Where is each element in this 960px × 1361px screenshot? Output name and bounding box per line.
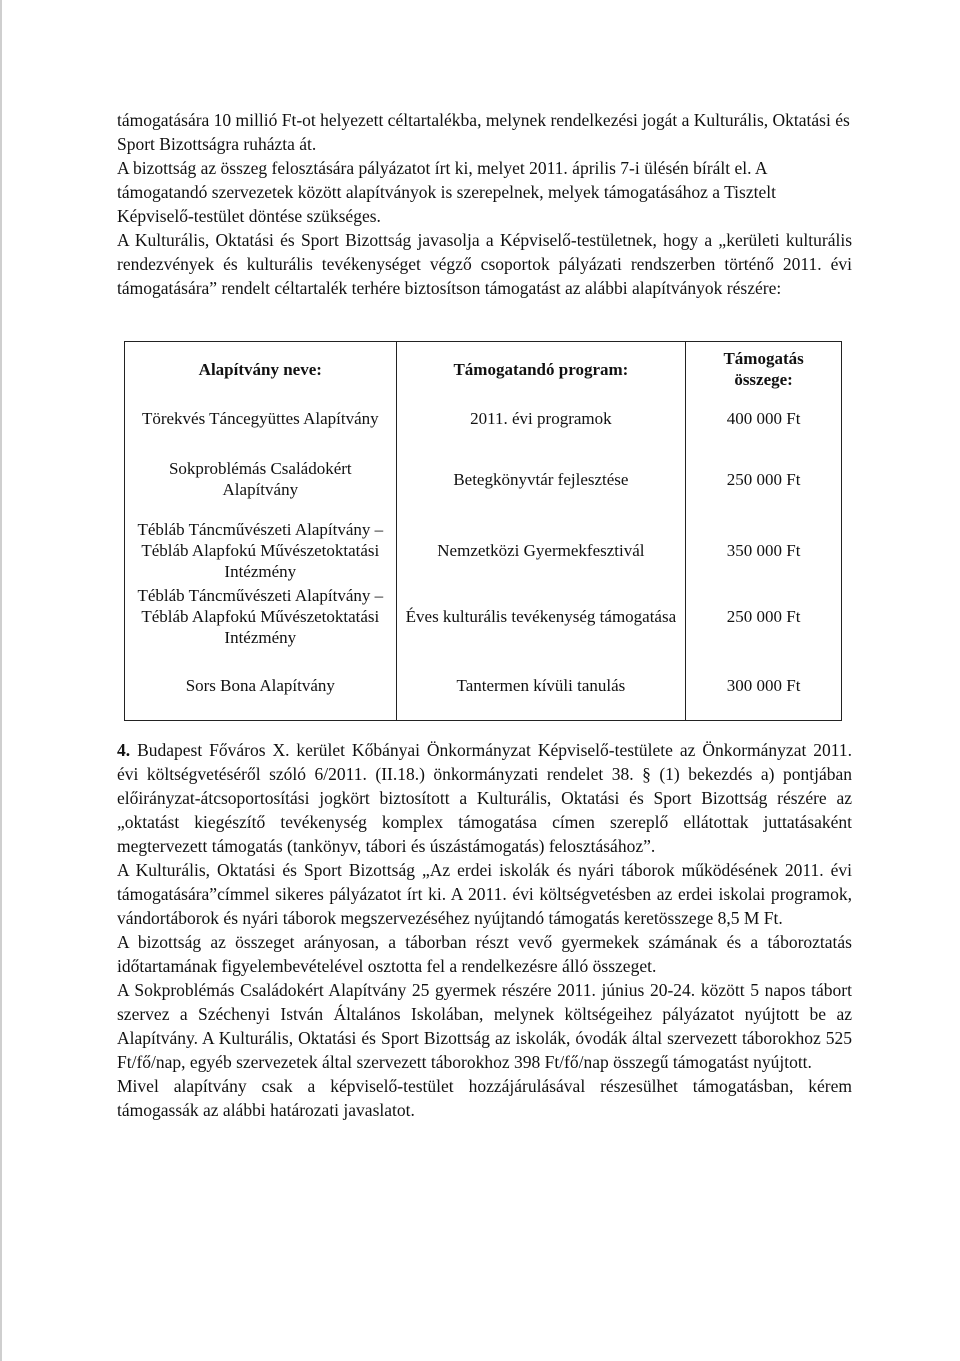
page-edge-line	[0, 0, 2, 1361]
header-foundation-name: Alapítvány neve:	[125, 342, 397, 397]
table-header-row	[125, 342, 842, 397]
section-4-paragraph-1	[117, 738, 852, 858]
table-row	[125, 650, 842, 721]
intro-paragraph-1: támogatására 10 millió Ft-ot helyezett céltartalékba, melynek rendelkezési jogát a Kulturális, Oktatási és Sport Bizottságra ruházta át.	[117, 110, 850, 154]
cell-program: 2011. évi programok	[396, 396, 686, 440]
cell-amount: 350 000 Ft	[686, 518, 842, 582]
grants-table	[124, 341, 842, 721]
section-4-paragraph-5: Mivel alapítvány csak a képviselő-testület hozzájárulásával részesülhet támogatásban, kérem támogassák az alábbi határozati javaslatot.	[117, 1076, 852, 1120]
cell-foundation-name: Tébláb Táncművészeti Alapítvány – Tébláb Alapfokú Művészetoktatási Intézmény	[125, 518, 397, 582]
cell-foundation-name: Sokproblémás Családokért Alapítvány	[125, 440, 397, 518]
table-row	[125, 582, 842, 650]
table-row	[125, 440, 842, 518]
cell-foundation-name: Tébláb Táncművészeti Alapítvány – Tébláb Alapfokú Művészetoktatási Intézmény	[125, 582, 397, 650]
table-row	[125, 518, 842, 582]
cell-program: Tantermen kívüli tanulás	[396, 650, 686, 721]
section-4-paragraph-4: A Sokproblémás Családokért Alapítvány 25 gyermek részére 2011. június 20-24. között 5 napos tábort szervez a Széchenyi István Általános Iskolában, melynek költségeihez pályázatot nyújtott be az Alapítvány. A Kulturális, Oktatási és Sport Bizottság az iskolák, óvodák által szervezett táborokhoz 525 Ft/fő/nap, egyéb szervezetek által szervezett táborokhoz 398 Ft/fő/nap összegű támogatást nyújtott.	[117, 980, 852, 1072]
cell-foundation-name: Törekvés Táncegyüttes Alapítvány	[125, 396, 397, 440]
cell-program: Betegkönyvtár fejlesztése	[396, 440, 686, 518]
intro-section	[117, 108, 852, 300]
section-4-paragraph-3: A bizottság az összeget arányosan, a táborban részt vevő gyermekek számának és a táboroztatás időtartamának figyelembevételével osztotta fel a rendelkezésre álló összeget.	[117, 932, 852, 976]
section-4-text-1: Budapest Főváros X. kerület Kőbányai Önkormányzat Képviselő-testülete az Önkormányzat 2011. évi költségvetéséről szóló 6/2011. (II.18.) önkormányzati rendelet 38. § (1) bekezdés a) pontjában előirányzat-átcsoportosítási jogkört biztosított a Kulturális, Oktatási és Sport Bizottság részére az „oktatást kiegészítő tevékenység komplex támogatása címen szereplő ellátottak juttatásaként megtervezett támogatás (tankönyv, tábori és úszástámogatás) felosztásához”.	[117, 740, 852, 856]
cell-amount: 250 000 Ft	[686, 582, 842, 650]
header-amount: Támogatás összege:	[686, 342, 842, 397]
intro-paragraph-3: A Kulturális, Oktatási és Sport Bizottság javasolja a Képviselő-testületnek, hogy a „kerületi kulturális rendezvények és kulturális tevékenységet végző csoportok pályázati rendszerben történő 2011. évi támogatására” rendelt céltartalék terhére biztosítson támogatást az alábbi alapítványok részére:	[117, 230, 852, 298]
section-4-paragraph-2: A Kulturális, Oktatási és Sport Bizottság „Az erdei iskolák és nyári táborok működésének 2011. évi támogatására”címmel sikeres pályázatot írt ki. A 2011. évi költségvetésben az erdei iskolai programok, vándortáborok és nyári táborok megszervezéséhez nyújtandó támogatás keretösszege 8,5 M Ft.	[117, 860, 852, 928]
cell-program: Éves kulturális tevékenység támogatása	[396, 582, 686, 650]
header-program: Támogatandó program:	[396, 342, 686, 397]
intro-paragraph-2: A bizottság az összeg felosztására pályázatot írt ki, melyet 2011. április 7-i ülésén bírált el. A támogatandó szervezetek között alapítványok is szerepelnek, melyek támogatásához a Tisztelt Képviselő-testület döntése szükséges.	[117, 158, 776, 226]
section-4	[117, 738, 852, 1122]
cell-program: Nemzetközi Gyermekfesztivál	[396, 518, 686, 582]
table-row	[125, 396, 842, 440]
cell-foundation-name: Sors Bona Alapítvány	[125, 650, 397, 721]
cell-amount: 400 000 Ft	[686, 396, 842, 440]
cell-amount: 300 000 Ft	[686, 650, 842, 721]
section-number: 4.	[117, 740, 131, 760]
cell-amount: 250 000 Ft	[686, 440, 842, 518]
